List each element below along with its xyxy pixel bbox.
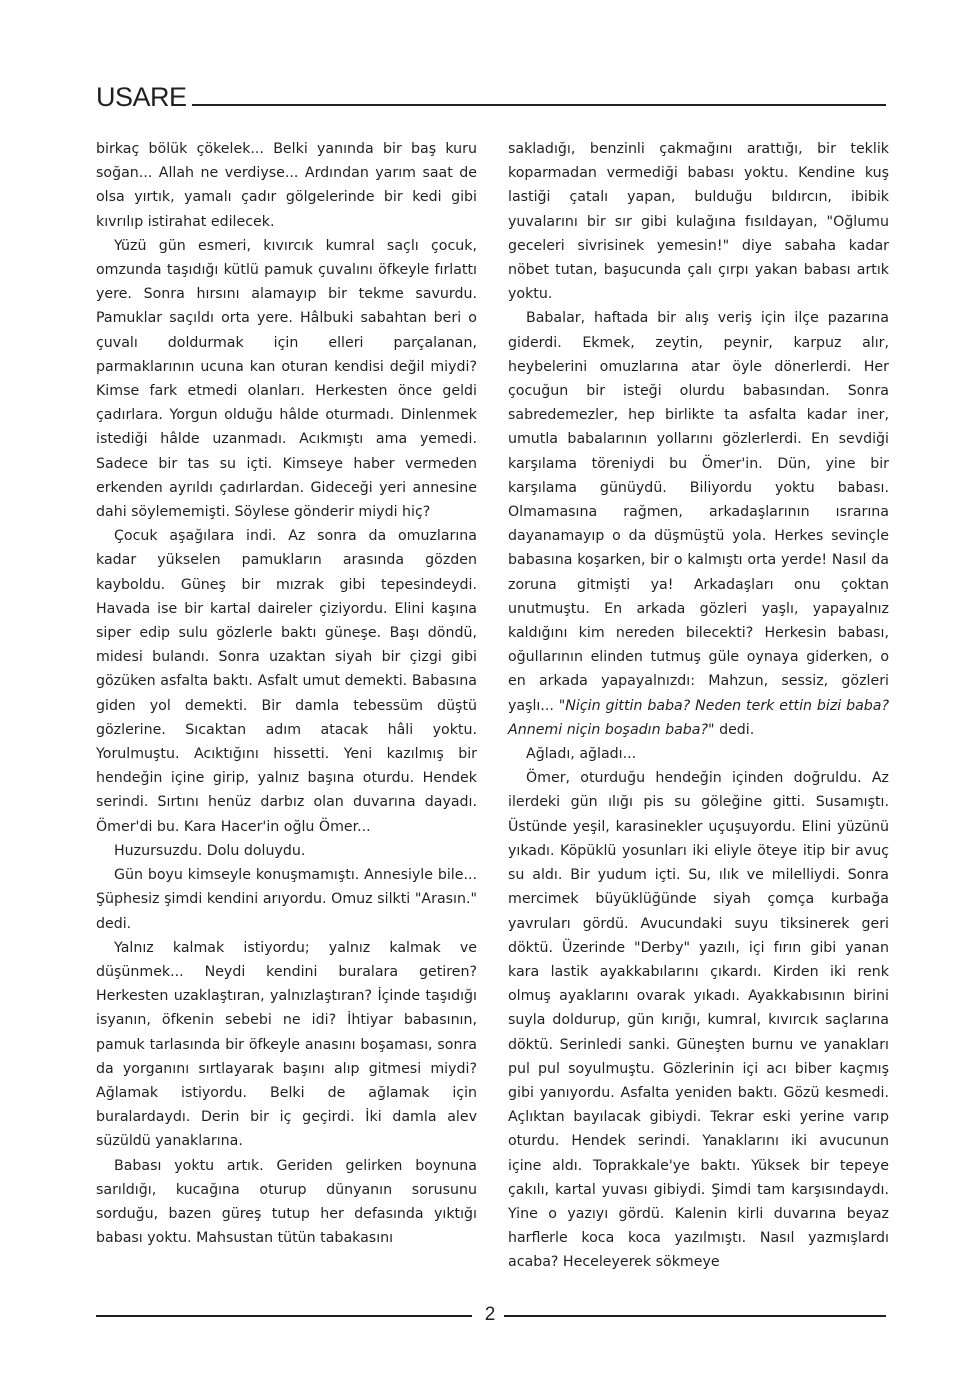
magazine-title: USARE bbox=[96, 82, 187, 112]
footer-rule-right bbox=[504, 1315, 886, 1317]
paragraph: Yüzü gün esmeri, kıvırcık kumral saçlı çocuk, omzunda taşıdığı kütlü pamuk çuvalını öfkeyle fırlattı yere. Sonra hırsını alamayıp bir tekme savurdu. Pamuklar saçıldı orta yere. Hâlbuki sabahtan beri o çuvalı doldurmak için elleri parçalanan, parmaklarının ucuna kan oturan kendisi değil miydi? Kimse fark etmedi olanları. Herkesten önce geldi çadırlara. Yorgun olduğu hâlde oturmadı. Dinlenmek istediği hâlde uzanmadı. Acıkmıştı ama yemedi. Sadece bir tas su içti. Kimseye haber vermeden erkenden ayrıldı çadırlardan. Gideceği yeri annesine dahi söylememişti. Söylese gönderir miydi hiç? bbox=[96, 237, 477, 521]
page-number: 2 bbox=[484, 1304, 496, 1325]
paragraph: Babası yoktu artık. Geriden gelirken boynuna sarıldığı, kucağına oturup dünyanın sorusunu sorduğu, bazen güreş tutup her defasında yıktığı babası yoktu. Mahsustan tütün tabakasını bbox=[96, 1157, 477, 1247]
paragraph: Huzursuzdu. Dolu doluydu. bbox=[114, 842, 306, 859]
paragraph: Yalnız kalmak istiyordu; yalnız kalmak ve düşünmek... Neydi kendini buralara getiren? Herkesten uzaklaştıran, yalnızlaştıran? İçinde taşıdığı isyanın, öfkenin sebebi ne idi? İhtiyar babasının, pamuk tarlasında bir öfkeyle anasını boşaması, sonra da yorganını sırtlayarak başını alıp gitmesi miydi? Ağlamak istiyordu. Belki de ağlamak için buralardaydı. Derin bir iç geçirdi. İki damla alev süzüldü yanaklarına. bbox=[96, 939, 477, 1150]
footer-rule-left bbox=[96, 1315, 472, 1317]
paragraph: Gün boyu kimseyle konuşmamıştı. Annesiyle bile... Şüphesiz şimdi kendini arıyordu. Omuz silkti "Arasın." dedi. bbox=[96, 867, 477, 932]
paragraph-end: dedi. bbox=[719, 721, 755, 738]
paragraph-text: Babalar, haftada bir alış veriş için ilçe pazarına giderdi. Ekmek, zeytin, peynir, karpuz alır, heybelerini omuzlarına atar öyle dönerlerdi. Her çocuğun bir isteği olurdu babasından. Sonra sabredemezler, hep birlikte ta asfalta kadar iner, umutla babalarının yollarını gözlerlerdi. En sevdiği karşılama töreniydi bu Ömer'in. Dün, yine bir karşılama günüydü. Biliyordu yoktu babası. Olmamasına rağmen, arkadaşlarının ısrarına dayanamayıp o da düşmüştü yola. Herkes sevinçle babasına koşarken, bir o kalmıştı orta yerde! Nasıl da zoruna gitmişti ya! Arkadaşları onu çoktan unutmuştu. En arkada gözleri yaşlı, yapayalnız kaldığını kim nereden bilecekti? Herkesin babası, oğullarının elinden tutmuş güle oynaya giderken, o en arkada yapayalnızdı: Mahzun, sessiz, gözleri yaşlı... bbox=[508, 310, 889, 714]
paragraph: birkaç bölük çökelek... Belki yanında bir baş kuru soğan... Allah ne verdiyse... Ardından yarım saat de olsa yırtık, yamalı çadır gölgelerinde bir kedi gibi kıvrılıp istirahat edilecek. bbox=[96, 141, 477, 230]
paragraph bbox=[508, 306, 889, 742]
page-footer bbox=[96, 1306, 886, 1326]
paragraph: sakladığı, benzinli çakmağını arattığı, bir teklik koparmadan vermediği babası yoktu. Kendine kuş lastiği çatalı yapan, bulduğu bıldırcın, ibibik yuvalarını bir sır gibi kulağına fısıldayan, "Oğlumu geceleri sivrisinek yemesin!" diye sabaha kadar nöbet tutan, başucunda çalı çırpı yakan babası artık yoktu. bbox=[508, 141, 889, 303]
paragraph: Ömer, oturduğu hendeğin içinden doğruldu. Az ilerdeki gün ılığı pis su göleğine gitti. Susamıştı. Üstünde yeşil, karasinekler uçuşuyordu. Elini yüzünü yıkadı. Köpüklü yosunları iki eliyle öteye itip bir avuç su aldı. Bir yudum içti. Su, ılık ve milelliydi. Sonra mercimek büyüklüğünde siyah çomça kurbağa yavruları gördü. Avucundaki suyu tiksinerek geri döktü. Üzerinde "Derby" yazılı, içi fırın gibi yanan kara lastik ayakkabılarını çıkardı. Kirden iki renk olmuş ayaklarını ovarak yıkadı. Ayakkabısının birini suyla doldurup, gün kırığı, kumral, kıvırcık saçlarına döktü. Serinledi sanki. Güneşten burnu ve yanakları pul pul soyulmuştu. Gözlerinin içi acı biber kaçmış gibi yanıyordu. Asfalta yeniden baktı. Gözü kesmedi. Açlıktan bayılacak gibiydi. Tekrar eski yerine varıp oturdu. Hendek serindi. Yanaklarını iki avucunun içine aldı. Toprakkale'ye baktı. Yüksek bir tepeye çakılı, kartal yuvası gibiydi. Şimdi tam karşısındaydı. Yine o yazıyı gördü. Kalenin kirli duvarına beyaz harflerle koca koca yazılmıştı. Nasıl yazmışlardı acaba? Heceleyerek sökmeye bbox=[508, 770, 889, 1271]
text-columns bbox=[96, 137, 890, 1297]
left-column bbox=[96, 137, 477, 1250]
page-header bbox=[96, 82, 886, 112]
italic-quote: "Niçin gittin baba? Neden terk ettin bizi baba? Annemi niçin boşadın baba?" bbox=[508, 697, 890, 738]
paragraph: Çocuk aşağılara indi. Az sonra da omuzlarına kadar yükselen pamukların arasında gözden kayboldu. Güneş bir mızrak gibi tepesindeydi. Havada ise bir kartal daireler çiziyordu. Elini kaşına siper edip sulu gözlerle baktı güneşe. Başı döndü, midesi bulandı. Sonra uzaktan siyah bir çizgi gibi gözüken asfalta baktı. Asfalt umut demekti. Babasına giden yol demekti. Bir damla tebessüm düştü gözlerine. Sıcaktan adım atacak hâli yoktu. Yorulmuştu. Acıktığını hissetti. Yeni kazılmış bir hendeğin içine girip, yalnız başına oturdu. Hendek serindi. Sırtını henüz darbız olan duvarına dayadı. Ömer'di bu. Kara Hacer'in oğlu Ömer... bbox=[96, 528, 477, 835]
header-rule bbox=[192, 104, 886, 106]
right-column bbox=[508, 137, 889, 1275]
paragraph: Ağladı, ağladı... bbox=[526, 746, 637, 763]
